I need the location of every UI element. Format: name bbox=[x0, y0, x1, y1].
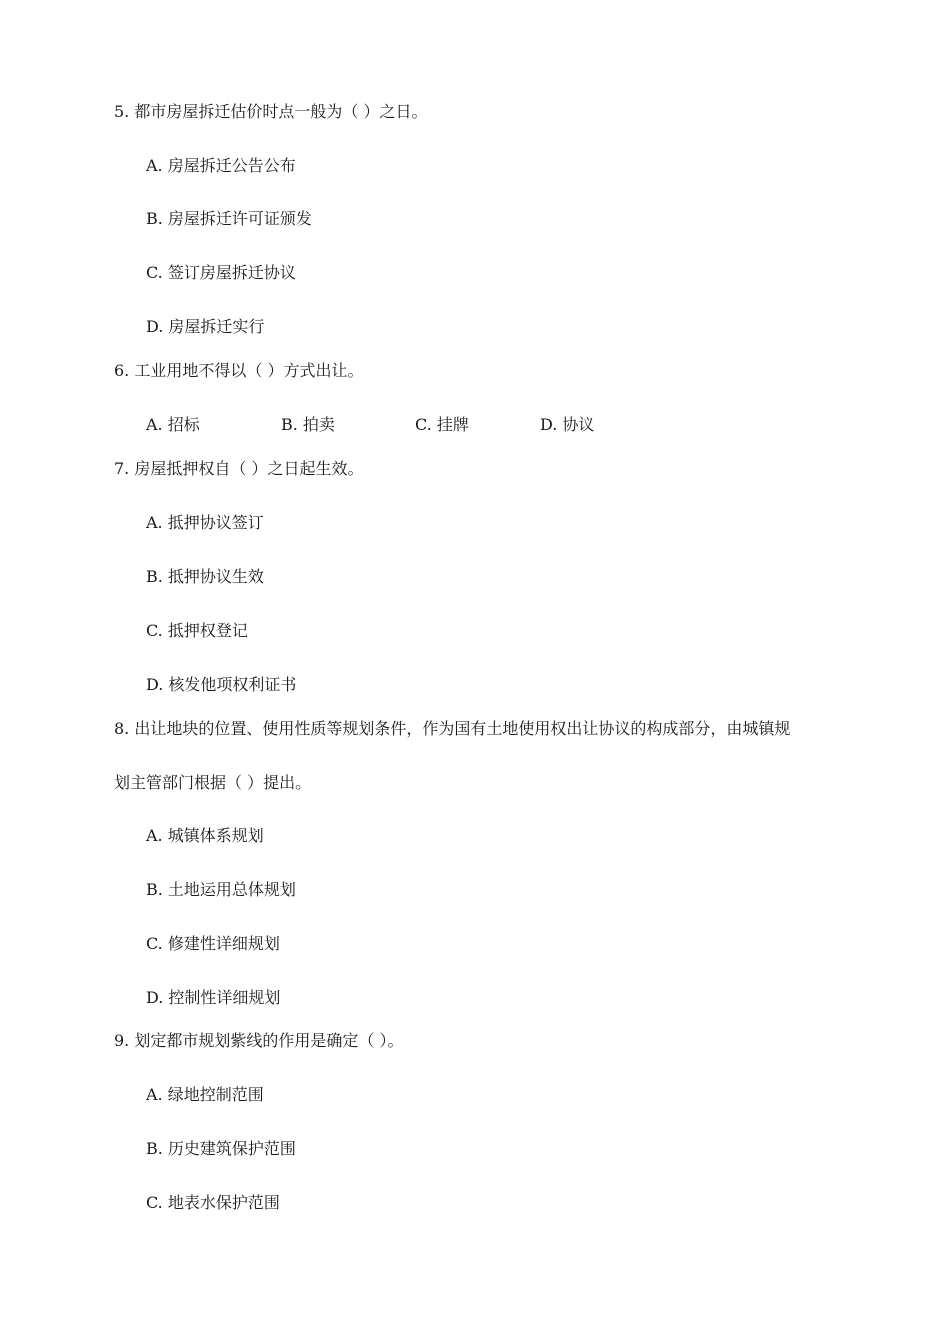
question-8-option-c: C. 修建性详细规划 bbox=[146, 934, 280, 953]
question-7-stem: 7. 房屋抵押权自（ ）之日起生效。 bbox=[114, 459, 364, 478]
question-8-option-b: B. 土地运用总体规划 bbox=[146, 880, 296, 899]
question-7-option-c: C. 抵押权登记 bbox=[146, 621, 248, 640]
question-6-option-b: B. 拍卖 bbox=[281, 415, 335, 434]
question-9-option-b: B. 历史建筑保护范围 bbox=[146, 1139, 296, 1158]
question-9-stem: 9. 划定都市规划紫线的作用是确定（ ）。 bbox=[114, 1031, 404, 1050]
question-5-option-d: D. 房屋拆迁实行 bbox=[146, 317, 265, 336]
question-7-option-d: D. 核发他项权利证书 bbox=[146, 675, 297, 694]
question-8-stem-continuation: 划主管部门根据（ ）提出。 bbox=[114, 773, 312, 792]
question-8-stem: 8. 出让地块的位置、使用性质等规划条件，作为国有土地使用权出让协议的构成部分，由城镇规 bbox=[114, 719, 791, 738]
question-6-option-d: D. 协议 bbox=[540, 415, 595, 434]
question-5-option-a: A. 房屋拆迁公告公布 bbox=[146, 156, 296, 175]
question-8-option-a: A. 城镇体系规划 bbox=[146, 826, 264, 845]
question-7-option-b: B. 抵押协议生效 bbox=[146, 567, 264, 586]
question-6-stem: 6. 工业用地不得以（ ）方式出让。 bbox=[114, 361, 364, 380]
question-8-option-d: D. 控制性详细规划 bbox=[146, 988, 281, 1007]
question-9-option-a: A. 绿地控制范围 bbox=[146, 1085, 264, 1104]
question-6-option-c: C. 挂牌 bbox=[415, 415, 469, 434]
question-5-stem: 5. 都市房屋拆迁估价时点一般为（ ）之日。 bbox=[114, 102, 428, 121]
question-9-option-c: C. 地表水保护范围 bbox=[146, 1193, 280, 1212]
question-7-option-a: A. 抵押协议签订 bbox=[146, 513, 264, 532]
question-5-option-b: B. 房屋拆迁许可证颁发 bbox=[146, 209, 312, 228]
question-6-option-a: A. 招标 bbox=[146, 415, 200, 434]
question-5-option-c: C. 签订房屋拆迁协议 bbox=[146, 263, 296, 282]
